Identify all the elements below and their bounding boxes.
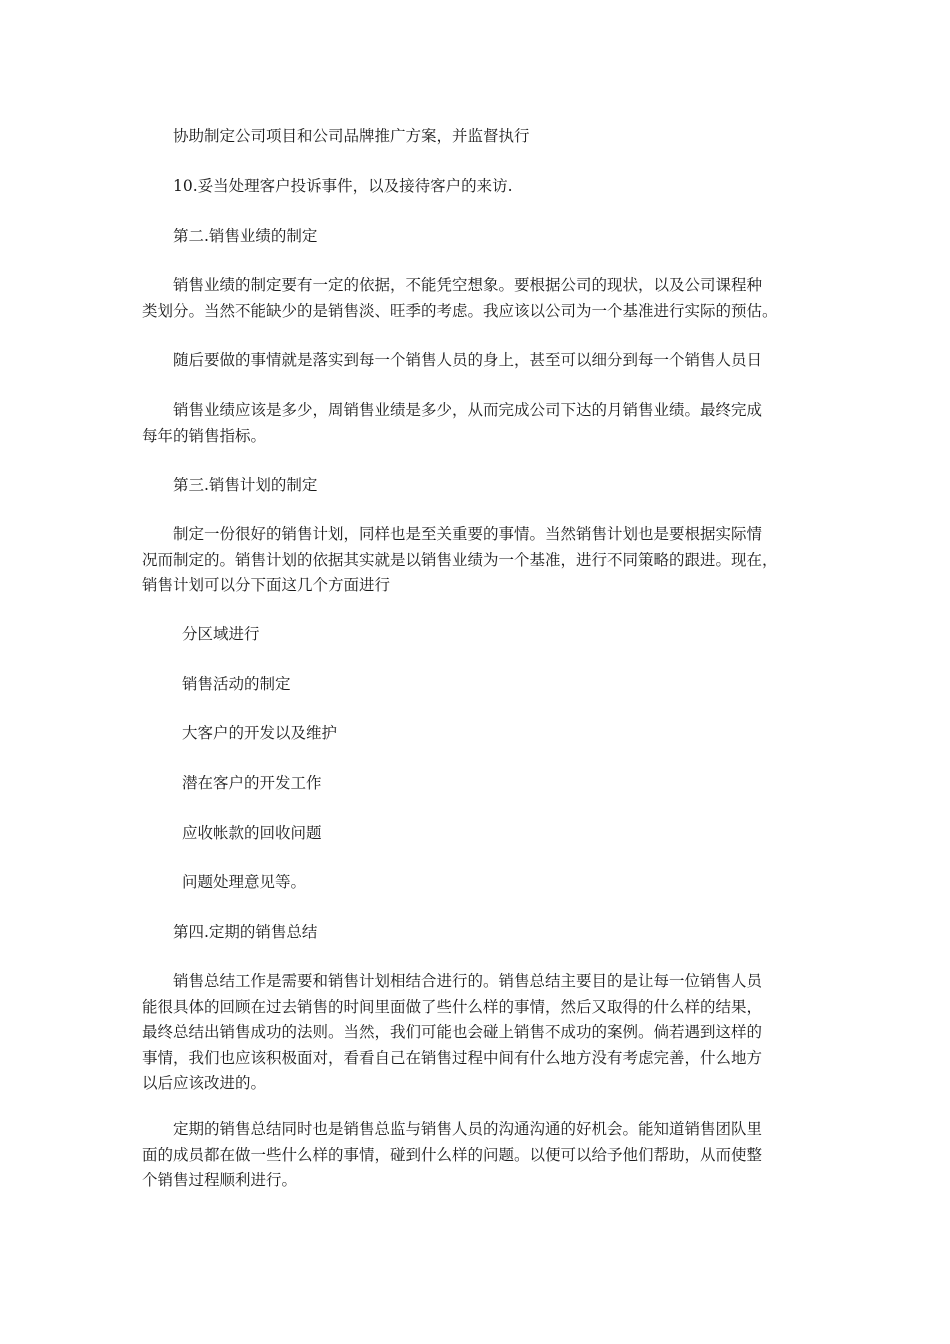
- text-line: 况而制定的。销售计划的依据其实就是以销售业绩为一个基准，进行不同策略的跟进。现在，: [142, 550, 778, 569]
- text-line: 随后要做的事情就是落实到每一个销售人员的身上，甚至可以细分到每一个销售人员日: [142, 351, 763, 369]
- text-line: 第三.销售计划的制定: [142, 476, 318, 494]
- text-line: 个销售过程顺利进行。: [142, 1171, 298, 1189]
- list-item: 分区域进行: [182, 625, 260, 643]
- list-item: 应收帐款的回收问题: [182, 824, 322, 842]
- paragraph-assignment: [142, 348, 822, 374]
- text-line: 定期的销售总结同时也是销售总监与销售人员的沟通沟通的好机会。能知道销售团队里: [142, 1120, 763, 1138]
- text-line: 事情，我们也应该积极面对，看看自己在销售过程中间有什么地方没有考虑完善，什么地方: [142, 1048, 763, 1067]
- section-heading-2: [142, 224, 822, 250]
- text-line: 销售总结工作是需要和销售计划相结合进行的。销售总结主要目的是让每一位销售人员: [142, 972, 763, 990]
- section-heading-4: [142, 920, 822, 946]
- text-line: 协助制定公司项目和公司品牌推广方案，并监督执行: [142, 127, 530, 145]
- text-line: 类划分。当然不能缺少的是销售淡、旺季的考虑。我应该以公司为一个基准进行实际的预估。: [142, 301, 778, 320]
- list-item: 销售活动的制定: [182, 675, 291, 693]
- text-line: 销售计划可以分下面这几个方面进行: [142, 576, 391, 594]
- list-item: 潜在客户的开发工作: [182, 774, 322, 792]
- paragraph-sales-targets: [142, 273, 822, 324]
- paragraph-sales-summary: [142, 969, 822, 1097]
- text-line: 能很具体的回顾在过去销售的时间里面做了些什么样的事情，然后又取得的什么样的结果，: [142, 997, 763, 1016]
- text-line: 销售业绩应该是多少，周销售业绩是多少，从而完成公司下达的月销售业绩。最终完成: [142, 401, 763, 419]
- text-line: 制定一份很好的销售计划，同样也是至关重要的事情。当然销售计划也是要根据实际情: [142, 525, 763, 543]
- paragraph-weekly-targets: [142, 398, 822, 449]
- text-line: 面的成员都在做一些什么样的事情，碰到什么样的问题。以便可以给予他们帮助，从而使整: [142, 1145, 763, 1164]
- paragraph-sales-plan: [142, 522, 822, 599]
- paragraph-communication: [142, 1117, 822, 1194]
- text-line: 以后应该改进的。: [142, 1074, 267, 1092]
- paragraph-responsibility-10: [142, 174, 822, 200]
- text-line: 每年的销售指标。: [142, 426, 267, 445]
- list-item: 大客户的开发以及维护: [182, 724, 338, 742]
- paragraph-responsibility-9: [142, 124, 822, 150]
- text-line: 销售业绩的制定要有一定的依据，不能凭空想象。要根据公司的现状，以及公司课程种: [142, 276, 763, 294]
- text-line: 10.妥当处理客户投诉事件，以及接待客户的来访.: [142, 177, 513, 195]
- text-line: 最终总结出销售成功的法则。当然，我们可能也会碰上销售不成功的案例。倘若遇到这样的: [142, 1023, 763, 1041]
- text-line: 第二.销售业绩的制定: [142, 227, 318, 245]
- section-heading-3: [142, 473, 822, 499]
- list-item: 问题处理意见等。: [182, 873, 307, 891]
- text-line: 第四.定期的销售总结: [142, 923, 318, 941]
